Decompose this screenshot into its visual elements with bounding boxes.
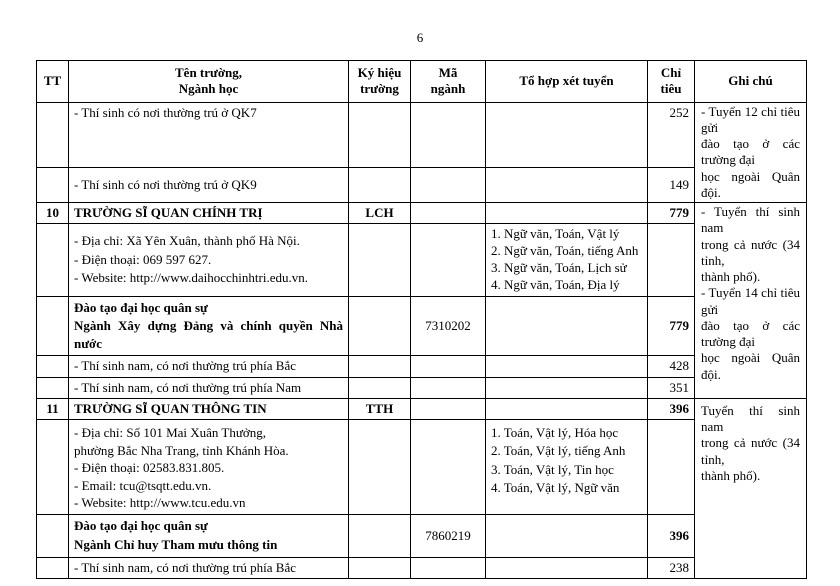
program-quota: 396 <box>648 514 695 557</box>
combinations-list: 1. Ngữ văn, Toán, Vật lý 2. Ngữ văn, Toán, tiếng Anh 3. Ngữ văn, Toán, Lịch sử 4. Ngữ văn, Toán, Địa lý <box>486 224 648 297</box>
school-row <box>37 398 807 419</box>
table-row <box>37 168 807 203</box>
header-notes: Ghi chú <box>695 61 807 103</box>
email-text: - Email: tcu@tsqtt.edu.vn. <box>74 477 212 493</box>
note-cell: - Tuyển thí sinh nam trong cả nước (34 tỉnh, thành phố). - Tuyển 14 chỉ tiêu gửi đào tạo ở các trường đại học ngoài Quân đội. <box>695 203 807 399</box>
address-text: - Địa chỉ: Số 101 Mai Xuân Thưởng, <box>74 425 267 441</box>
header-school-code: Ký hiệu trường <box>349 61 411 103</box>
table-row <box>37 557 807 578</box>
row-quota: 149 <box>648 168 695 203</box>
program-code: 7860219 <box>411 514 486 557</box>
school-info <box>69 420 349 515</box>
school-info <box>69 224 349 297</box>
row-quota: 351 <box>648 377 695 398</box>
row-quota: 252 <box>648 102 695 168</box>
program-info <box>69 514 349 557</box>
website-text: - Website: http://www.tcu.edu.vn <box>74 495 246 511</box>
school-quota: 779 <box>648 203 695 224</box>
page-number: 6 <box>416 30 424 45</box>
header-tt: TT <box>37 61 69 103</box>
school-row <box>37 203 807 224</box>
note-cell: - Tuyển 12 chỉ tiêu gửi đào tạo ở các trường đại học ngoài Quân đội. <box>695 102 807 203</box>
website-text: - Website: http://www.daihocchinhtri.edu.vn. <box>74 270 308 286</box>
program-row <box>37 514 807 557</box>
row-quota: 238 <box>648 557 695 578</box>
program-code: 7310202 <box>411 296 486 356</box>
program-info <box>69 296 349 356</box>
phone-text: - Điện thoại: 069 597 627. <box>74 251 212 267</box>
header-quota: Chỉ tiêu <box>648 61 695 103</box>
header-major-code: Mã ngành <box>411 61 486 103</box>
row-label: - Thí sinh có nơi thường trú ở QK7 <box>69 102 349 168</box>
program-major: Ngành Chỉ huy Tham mưu thông tin <box>74 536 278 552</box>
row-label: - Thí sinh nam, có nơi thường trú phía Nam <box>69 377 349 398</box>
program-quota: 779 <box>648 296 695 356</box>
school-number: 10 <box>37 203 69 224</box>
admissions-table <box>36 60 807 579</box>
row-label: - Thí sinh nam, có nơi thường trú phía Bắc <box>69 557 349 578</box>
table-row <box>37 356 807 377</box>
row-label: - Thí sinh có nơi thường trú ở QK9 <box>69 168 349 203</box>
school-name: TRƯỜNG SĨ QUAN THÔNG TIN <box>69 398 349 419</box>
school-quota: 396 <box>648 398 695 419</box>
address-text-cont: phường Bắc Nha Trang, tỉnh Khánh Hòa. <box>74 442 289 458</box>
school-number: 11 <box>37 398 69 419</box>
combinations-list: 1. Toán, Vật lý, Hóa học 2. Toán, Vật lý, tiếng Anh 3. Toán, Vật lý, Tin học 4. Toán, Vật lý, Ngữ văn <box>486 420 648 515</box>
header-combinations: Tổ hợp xét tuyển <box>486 61 648 103</box>
table-row <box>37 102 807 168</box>
school-code: LCH <box>349 203 411 224</box>
school-info-row <box>37 224 807 297</box>
school-name: TRƯỜNG SĨ QUAN CHÍNH TRỊ <box>69 203 349 224</box>
row-label: - Thí sinh nam, có nơi thường trú phía Bắc <box>69 356 349 377</box>
table-row <box>37 377 807 398</box>
program-title: Đào tạo đại học quân sự <box>74 517 208 533</box>
school-info-row <box>37 420 807 515</box>
program-row <box>37 296 807 356</box>
note-cell: Tuyển thí sinh nam trong cả nước (34 tỉnh, thành phố). <box>695 398 807 578</box>
program-title: Đào tạo đại học quân sự <box>74 299 208 315</box>
table-header-row <box>37 61 807 103</box>
row-quota: 428 <box>648 356 695 377</box>
header-school-name: Tên trường, Ngành học <box>69 61 349 103</box>
phone-text: - Điện thoại: 02583.831.805. <box>74 460 225 476</box>
school-code: TTH <box>349 398 411 419</box>
program-major: Ngành Xây dựng Đảng và chính quyền Nhà nước <box>74 318 343 352</box>
address-text: - Địa chỉ: Xã Yên Xuân, thành phố Hà Nội. <box>74 232 300 248</box>
